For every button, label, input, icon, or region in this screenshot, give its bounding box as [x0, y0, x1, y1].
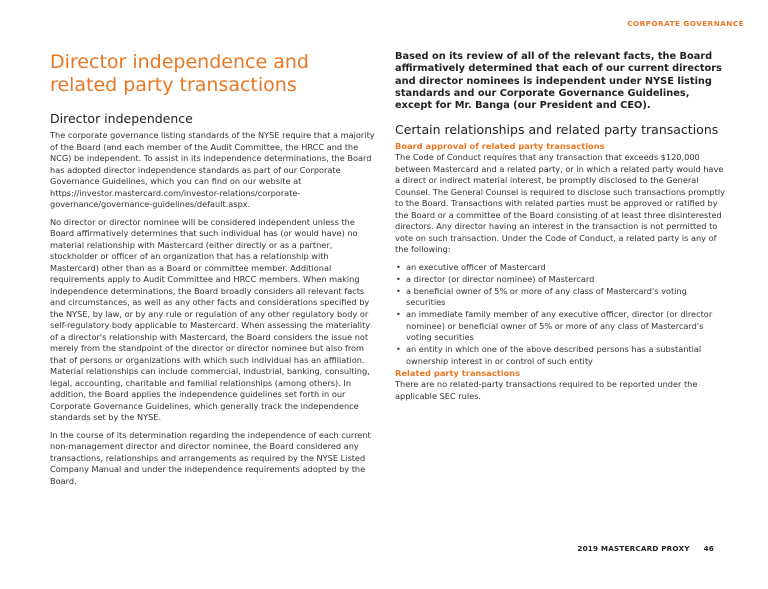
- paragraph: In the course of its determination regarding the independence of each current non-management director and director nominee, the Board considered any transactions, relationships and arrangements as required by the NYSE Listed Company Manual and under the independence requirements adopted by the Board.: [50, 429, 371, 486]
- page-footer: [577, 544, 714, 553]
- list-item: • an entity in which one of the above described persons has a substantial ownership interest in or control of such entity: [395, 344, 725, 367]
- paragraph: No director or director nominee will be considered independent unless the Board affirmatively determines that such individual has (or would have) no material relationship with Mastercard (either directly or as a partner, stockholder or officer of an organization that has a relationship with Mastercard) other than as a Board or committee member. Additional requirements apply to Audit Committee and HRCC members. When making independence determinations, the Board broadly considers all relevant facts and circumstances, as well as any other facts and considerations specified by the NYSE, by law, or by any rule or regulation of any other regulatory body or self-regulatory body applicable to Mastercard. When assessing the materiality of a director's relationship with Mastercard, the Board considers the issue not merely from the standpoint of the director or director nominee but also from that of persons or organizations with which such individual has an affiliation. Material relationships can include commercial, industrial, banking, consulting, legal, accounting, charitable and familial relationships (among others). In addition, the Board applies the independence guidelines set forth in our Corporate Governance Guidelines, which generally track the independence standards set by the NYSE.: [50, 216, 371, 422]
- page-title: Director independence and related party transactions: [50, 51, 309, 96]
- board-approval-text: The Code of Conduct requires that any transaction that exceeds $120,000 between Mastercard and a related party, or in which a related party would have a direct or indirect material interest, be promptly disclosed to the General Counsel. The General Counsel is required to disclose such transactions promptly to the Board. Transactions with related parties must be approved or ratified by the Board or a committee of the Board consisting of at least three disinterested directors. Any director having an interest in the transaction is not permitted to vote on such transaction. Under the Code of Conduct, a related party is any of the following:: [395, 152, 725, 255]
- paragraph: The corporate governance listing standards of the NYSE require that a majority of the Board (and each member of the Audit Committee, the HRCC and the NCG) be independent. To assist in its independence determinations, the Board has adopted director independence standards as part of our Corporate Governance Guidelines, which you can find on our website at https://investor.mastercard.com/investor-relations/corporate-governance/governance-guidelines/default.aspx.: [50, 130, 375, 209]
- independence-determination: Based on its review of all of the relevant facts, the Board affirmatively determined that each of our current directors and director nominees is independent under NYSE listing standards and our Corporate Governance Guidelines, except for Mr. Banga (our President and CEO).: [395, 51, 722, 112]
- list-item: • an executive officer of Mastercard: [395, 262, 725, 274]
- related-party-transactions-text: There are no related-party transactions required to be reported under the applicable SEC rules.: [395, 379, 698, 401]
- section-subtitle-independence: Director independence: [50, 111, 193, 126]
- left-column: [50, 51, 380, 493]
- list-item: • an immediate family member of any executive officer, director (or director nominee) or beneficial owner of 5% or more of any class of Mastercard's voting securities: [395, 309, 725, 344]
- related-party-list: [395, 262, 725, 368]
- footer-label: 2019 MASTERCARD PROXY: [577, 544, 690, 553]
- section-subtitle-relationships: Certain relationships and related party transactions: [395, 122, 719, 138]
- section-header: CORPORATE GOVERNANCE: [627, 19, 744, 28]
- related-party-transactions-heading: Related party transactions: [395, 368, 521, 379]
- page-number: 46: [703, 544, 714, 553]
- right-column: [395, 51, 725, 408]
- list-item: • a director (or director nominee) of Mastercard: [395, 274, 725, 286]
- board-approval-heading: Board approval of related party transactions: [395, 141, 605, 152]
- list-item: • a beneficial owner of 5% or more of any class of Mastercard's voting securities: [395, 286, 725, 309]
